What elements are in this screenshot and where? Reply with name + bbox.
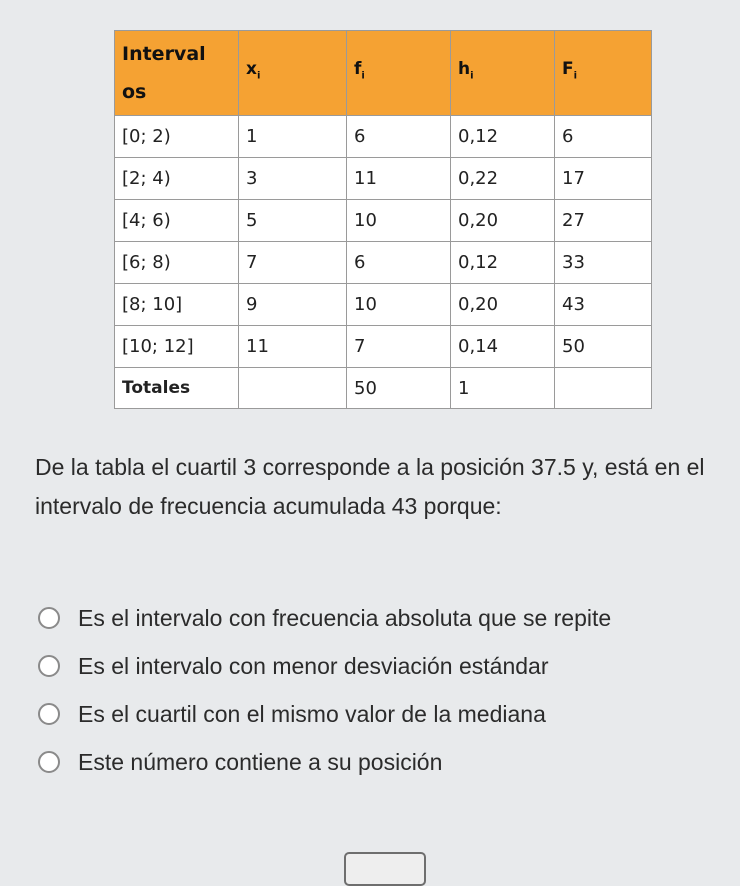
cell-interval: [0; 2) xyxy=(115,116,239,158)
cell-interval: [4; 6) xyxy=(115,200,239,242)
cell-interval: [2; 4) xyxy=(115,158,239,200)
table-row xyxy=(115,326,652,368)
table-row xyxy=(115,116,652,158)
answer-options xyxy=(38,600,728,792)
cell-h: 0,14 xyxy=(451,326,555,368)
table-row xyxy=(115,200,652,242)
table-row xyxy=(115,242,652,284)
cell-interval: [8; 10] xyxy=(115,284,239,326)
table-header-row xyxy=(115,31,652,116)
cell-x: 7 xyxy=(239,242,347,284)
cell-h: 0,12 xyxy=(451,116,555,158)
header-Fi xyxy=(555,31,652,116)
header-xi xyxy=(239,31,347,116)
answer-option[interactable] xyxy=(38,648,728,685)
header-hi xyxy=(451,31,555,116)
header-fi xyxy=(347,31,451,116)
answer-option[interactable] xyxy=(38,696,728,733)
header-fi-subscript: i xyxy=(361,70,365,82)
totals-row xyxy=(115,368,652,409)
submit-button[interactable] xyxy=(344,852,426,886)
cell-F: 27 xyxy=(555,200,652,242)
totals-label: Totales xyxy=(115,368,239,409)
cell-f: 11 xyxy=(347,158,451,200)
header-hi-subscript: i xyxy=(470,70,474,82)
cell-f: 6 xyxy=(347,116,451,158)
answer-option-label: Este número contiene a su posición xyxy=(78,749,443,775)
cell-F: 43 xyxy=(555,284,652,326)
cell-f: 6 xyxy=(347,242,451,284)
radio-button[interactable] xyxy=(38,607,60,629)
cell-h: 0,20 xyxy=(451,284,555,326)
cell-F: 33 xyxy=(555,242,652,284)
table-row xyxy=(115,284,652,326)
cell-x: 9 xyxy=(239,284,347,326)
cell-x: 3 xyxy=(239,158,347,200)
header-Fi-subscript: i xyxy=(573,70,578,82)
header-Fi-main: F xyxy=(562,59,574,80)
totals-x xyxy=(239,368,347,409)
cell-f: 7 xyxy=(347,326,451,368)
totals-F xyxy=(555,368,652,409)
table-row xyxy=(115,158,652,200)
radio-button[interactable] xyxy=(38,655,60,677)
radio-button[interactable] xyxy=(38,703,60,725)
cell-interval: [6; 8) xyxy=(115,242,239,284)
cell-x: 5 xyxy=(239,200,347,242)
frequency-table-container xyxy=(114,30,651,409)
cell-h: 0,12 xyxy=(451,242,555,284)
cell-F: 6 xyxy=(555,116,652,158)
header-hi-main: h xyxy=(458,59,471,80)
frequency-table xyxy=(114,30,652,409)
header-intervalos: Interval os xyxy=(115,31,239,116)
totals-h: 1 xyxy=(451,368,555,409)
cell-h: 0,22 xyxy=(451,158,555,200)
header-fi-main: f xyxy=(354,59,362,80)
header-xi-main: x xyxy=(246,59,257,80)
cell-x: 1 xyxy=(239,116,347,158)
cell-f: 10 xyxy=(347,284,451,326)
cell-interval: [10; 12] xyxy=(115,326,239,368)
header-xi-subscript: i xyxy=(256,70,261,82)
cell-F: 17 xyxy=(555,158,652,200)
cell-x: 11 xyxy=(239,326,347,368)
answer-option[interactable] xyxy=(38,744,728,781)
answer-option-label: Es el intervalo con menor desviación estándar xyxy=(78,653,549,679)
answer-option[interactable] xyxy=(38,600,728,637)
radio-button[interactable] xyxy=(38,751,60,773)
cell-f: 10 xyxy=(347,200,451,242)
answer-option-label: Es el intervalo con frecuencia absoluta que se repite xyxy=(78,605,612,631)
answer-option-label: Es el cuartil con el mismo valor de la mediana xyxy=(78,701,546,727)
cell-F: 50 xyxy=(555,326,652,368)
totals-f: 50 xyxy=(347,368,451,409)
cell-h: 0,20 xyxy=(451,200,555,242)
question-text: De la tabla el cuartil 3 corresponde a la posición 37.5 y, está en el intervalo de frecuencia acumulada 43 porque: xyxy=(35,454,705,519)
